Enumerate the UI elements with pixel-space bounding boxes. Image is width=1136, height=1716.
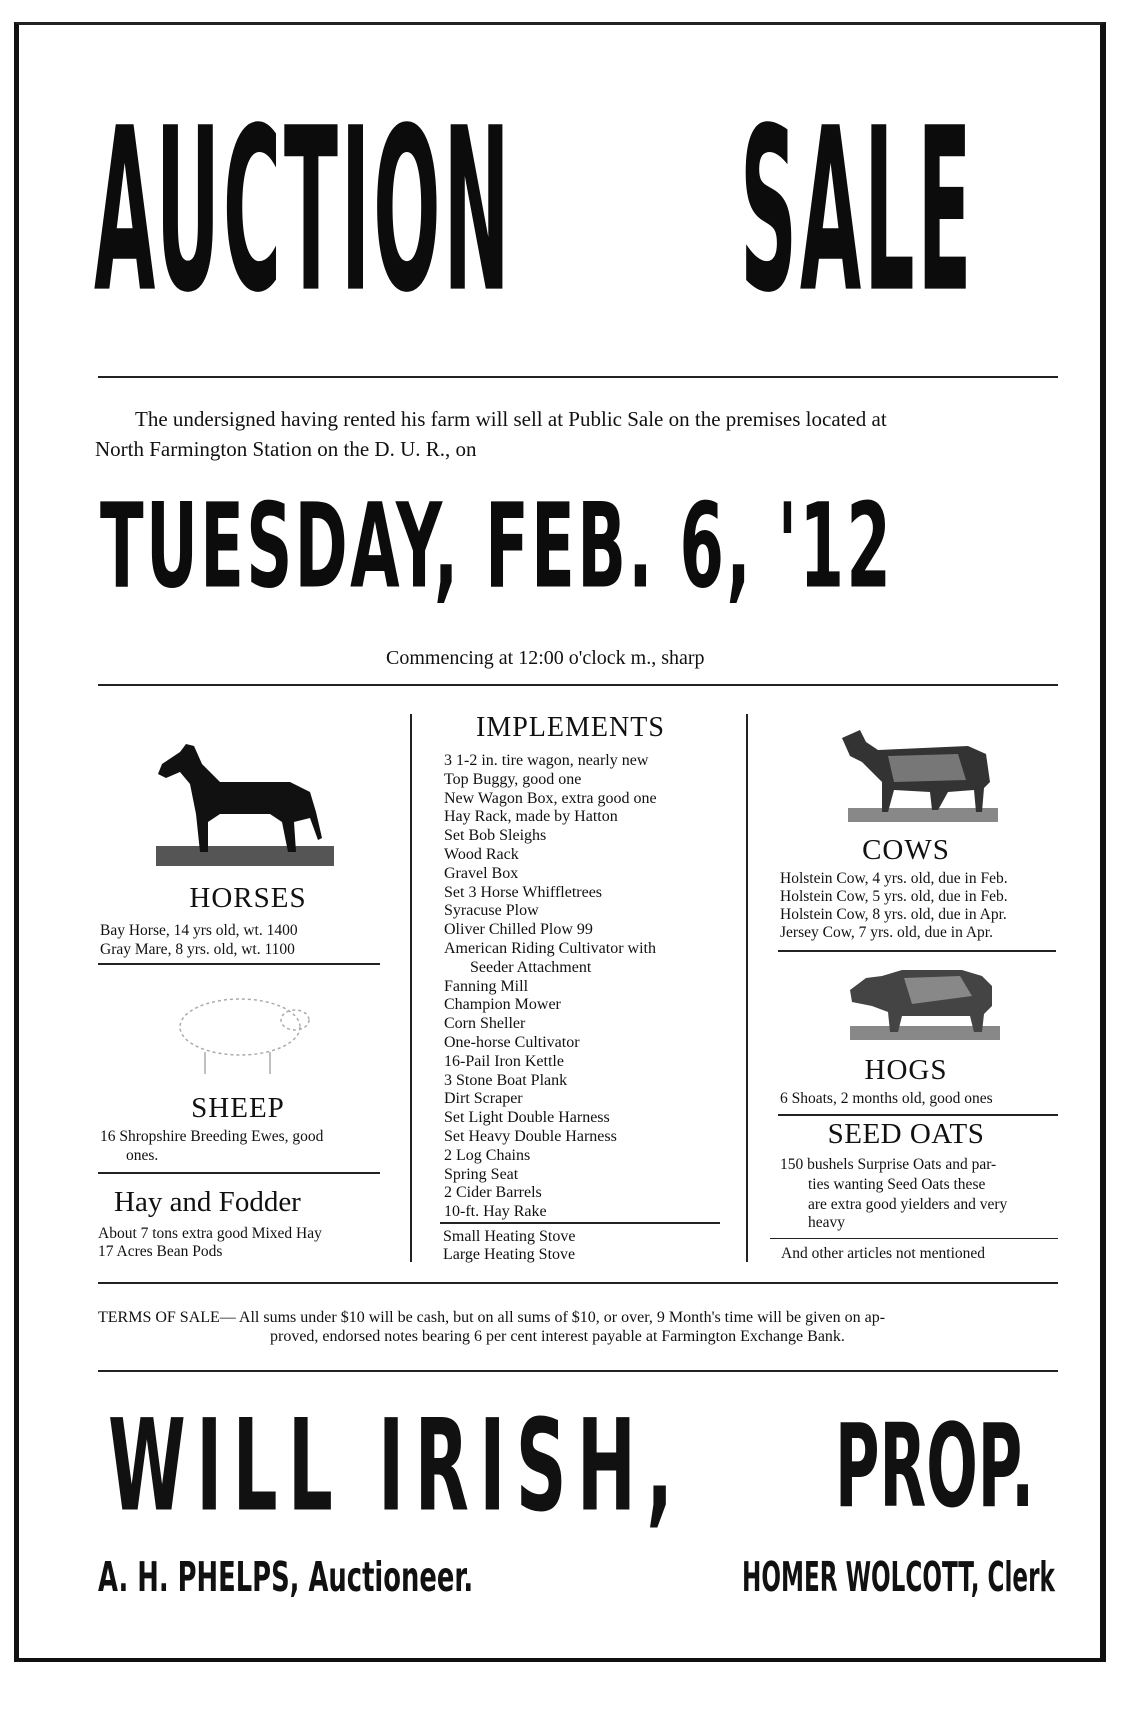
hogs-item-1: 6 Shoats, 2 months old, good ones <box>780 1090 993 1107</box>
cows-item-3: Holstein Cow, 8 yrs. old, due in Apr. <box>780 906 1007 923</box>
cows-item-1: Holstein Cow, 4 yrs. old, due in Feb. <box>780 870 1008 887</box>
title-sale: SALE <box>740 79 975 342</box>
column-divider-left <box>410 714 412 1262</box>
implement-item: Corn Sheller <box>444 1015 526 1033</box>
sheep-illustration <box>160 982 320 1082</box>
seed-oats-line-4: heavy <box>808 1214 846 1231</box>
implements-extra-2: Large Heating Stove <box>443 1246 576 1263</box>
implement-item: Champion Mower <box>444 996 561 1014</box>
horses-item-1: Bay Horse, 14 yrs old, wt. 1400 <box>100 922 298 939</box>
horse-illustration <box>150 722 340 882</box>
implement-item: Spring Seat <box>444 1165 519 1183</box>
divider-seed-oats <box>770 1238 1058 1239</box>
implement-item: New Wagon Box, extra good one <box>444 789 657 807</box>
implement-item: Syracuse Plow <box>444 902 539 920</box>
implement-item: Set Bob Sleighs <box>444 827 547 845</box>
implement-item: 2 Cider Barrels <box>444 1184 542 1202</box>
divider-horses <box>98 963 380 965</box>
sale-date: TUESDAY, FEB. 6, '12 <box>100 480 894 615</box>
terms-line-1: TERMS OF SALE— All sums under $10 will be cash, but on all sums of $10, or over, 9 Month's time will be given on ap- <box>98 1309 886 1326</box>
implement-item: Gravel Box <box>444 864 519 882</box>
implement-item: American Riding Cultivator with <box>444 939 656 957</box>
seed-oats-heading: SEED OATS <box>827 1118 985 1150</box>
implement-item: Wood Rack <box>444 845 519 863</box>
implement-item: 3 Stone Boat Plank <box>444 1071 568 1089</box>
hogs-heading: HOGS <box>864 1054 948 1086</box>
implement-item: Set Heavy Double Harness <box>444 1127 617 1145</box>
divider-terms <box>98 1370 1058 1372</box>
hay-item-1: About 7 tons extra good Mixed Hay <box>98 1225 322 1242</box>
implement-item: 2 Log Chains <box>444 1146 531 1164</box>
implement-item: Dirt Scraper <box>444 1090 523 1108</box>
clerk: HOMER WOLCOTT, Clerk <box>742 1553 1055 1603</box>
implements-heading: IMPLEMENTS <box>476 712 665 743</box>
horses-heading: HORSES <box>189 882 307 914</box>
implement-item: Fanning Mill <box>444 977 529 995</box>
implement-item: Oliver Chilled Plow 99 <box>444 921 593 939</box>
intro-line-1: The undersigned having rented his farm will sell at Public Sale on the premises located at <box>135 407 887 431</box>
intro-line-2: North Farmington Station on the D. U. R., on <box>95 437 477 461</box>
implement-item: Set 3 Horse Whiffletrees <box>444 883 603 901</box>
cows-heading: COWS <box>862 834 950 866</box>
seed-oats-line-2: ties wanting Seed Oats these <box>808 1176 986 1193</box>
proprietor-suffix: PROP. <box>835 1400 1035 1534</box>
implement-item: One-horse Cultivator <box>444 1033 580 1051</box>
implement-item: Set Light Double Harness <box>444 1109 610 1127</box>
sheep-heading: SHEEP <box>191 1092 285 1124</box>
seed-oats-line-1: 150 bushels Surprise Oats and par- <box>780 1156 997 1173</box>
hog-illustration <box>842 956 1012 1046</box>
implements-list <box>444 752 657 1222</box>
divider-implements <box>440 1222 720 1224</box>
divider-date <box>98 684 1058 686</box>
divider-cows <box>778 950 1056 952</box>
cow-illustration <box>838 720 1008 830</box>
cows-item-4: Jersey Cow, 7 yrs. old, due in Apr. <box>780 924 993 941</box>
divider-columns-bottom <box>98 1282 1058 1284</box>
title-auction: AUCTION <box>94 79 513 342</box>
horses-item-2: Gray Mare, 8 yrs. old, wt. 1100 <box>100 941 295 958</box>
terms-line-2: proved, endorsed notes bearing 6 per cent interest payable at Farmington Exchange Bank. <box>270 1328 845 1345</box>
commencing-time: Commencing at 12:00 o'clock m., sharp <box>386 647 705 669</box>
sheep-line-2: ones. <box>126 1147 159 1164</box>
implement-item: Top Buggy, good one <box>444 770 582 788</box>
column-divider-right <box>746 714 748 1262</box>
hay-item-2: 17 Acres Bean Pods <box>98 1243 223 1260</box>
other-articles: And other articles not mentioned <box>781 1245 986 1262</box>
divider-title <box>98 376 1058 378</box>
divider-hogs <box>778 1114 1058 1116</box>
implement-item: Seeder Attachment <box>470 958 592 976</box>
proprietor-name: WILL IRISH, <box>108 1393 684 1541</box>
implement-item: 10-ft. Hay Rake <box>444 1203 547 1221</box>
implement-item: 16-Pail Iron Kettle <box>444 1052 564 1070</box>
divider-sheep <box>98 1172 380 1174</box>
implements-extra-1: Small Heating Stove <box>443 1228 576 1245</box>
implement-item: 3 1-2 in. tire wagon, nearly new <box>444 752 649 769</box>
implement-item: Hay Rack, made by Hatton <box>444 808 618 826</box>
cows-item-2: Holstein Cow, 5 yrs. old, due in Feb. <box>780 888 1008 905</box>
seed-oats-line-3: are extra good yielders and very <box>808 1196 1008 1213</box>
hay-heading: Hay and Fodder <box>114 1186 301 1218</box>
auctioneer: A. H. PHELPS, Auctioneer. <box>98 1553 474 1603</box>
sheep-line-1: 16 Shropshire Breeding Ewes, good <box>100 1128 324 1145</box>
